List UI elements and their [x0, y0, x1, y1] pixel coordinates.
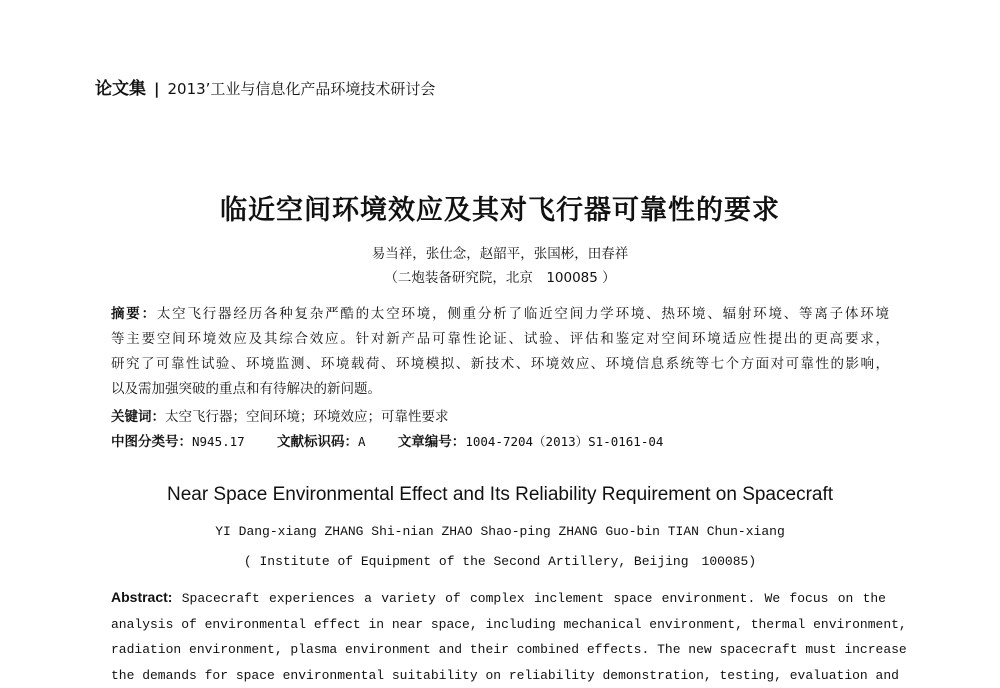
clc-number	[111, 430, 245, 450]
clc-label: 中图分类号：	[111, 434, 192, 450]
doc-code-value: A	[358, 434, 366, 449]
doc-code-label: 文献标识码：	[277, 434, 358, 450]
abstract-en-line: analysis of environmental effect in near space, including mechanical environment, thermal environment,	[111, 612, 886, 638]
proceedings-name: 2013’工业与信息化产品环境技术研讨会	[167, 80, 435, 98]
abstract-en	[111, 585, 886, 688]
abstract-cn-line: 等主要空间环境效应及其综合效应。针对新产品可靠性论证、试验、评估和鉴定对空间环境适应性提出的更高要求，	[111, 327, 889, 352]
abstract-cn-text: 太空飞行器经历各种复杂严酷的太空环境，侧重分析了临近空间力学环境、热环境、辐射环境、等离子体环境	[157, 306, 889, 322]
authors-en: YI Dang-xiang ZHANG Shi-nian ZHAO Shao-ping ZHANG Guo-bin TIAN Chun-xiang	[0, 524, 1000, 539]
paper-title-cn: 临近空间环境效应及其对飞行器可靠性的要求	[0, 188, 1000, 227]
running-head	[95, 74, 435, 99]
abstract-cn	[111, 302, 889, 402]
paper-title-en: Near Space Environmental Effect and Its Reliability Requirement on Spacecraft	[0, 484, 1000, 506]
abstract-en-line: the demands for space environmental suitability on reliability demonstration, testing, evaluation and	[111, 663, 886, 688]
abstract-en-label: Abstract:	[111, 589, 172, 605]
authors-cn: 易当祥，张仕念，赵韶平，张国彬，田春祥	[0, 242, 1000, 262]
article-number	[398, 430, 664, 450]
article-no-label: 文章编号：	[398, 434, 466, 450]
abstract-en-line	[111, 585, 886, 612]
abstract-cn-line: 以及需加强突破的重点和有待解决的新问题。	[111, 377, 889, 402]
header-separator: |	[154, 80, 159, 98]
abstract-en-line: radiation environment, plasma environment and their combined effects. The new spacecraft must increase	[111, 637, 886, 663]
abstract-cn-line: 研究了可靠性试验、环境监测、环境载荷、环境模拟、新技术、环境效应、环境信息系统等七个方面对可靠性的影响，	[111, 352, 889, 377]
keywords-cn-label: 关键词：	[111, 409, 165, 425]
abstract-cn-label: 摘要：	[111, 306, 157, 322]
abstract-en-text: Spacecraft experiences a variety of complex inclement space environment. We focus on the	[182, 591, 886, 606]
affiliation-en: ( Institute of Equipment of the Second Artillery, Beijing 100085)	[0, 550, 1000, 569]
article-no-value: 1004-7204（2013）S1-0161-04	[465, 434, 663, 449]
keywords-cn	[111, 405, 449, 425]
series-name: 论文集	[95, 79, 146, 99]
document-code	[277, 430, 366, 450]
keywords-cn-text: 太空飞行器；空间环境；环境效应；可靠性要求	[165, 409, 449, 425]
clc-value: N945.17	[192, 434, 245, 449]
classification-row	[111, 430, 663, 450]
abstract-cn-line	[111, 302, 889, 327]
affiliation-cn: （二炮装备研究院，北京 100085 ）	[0, 266, 1000, 286]
